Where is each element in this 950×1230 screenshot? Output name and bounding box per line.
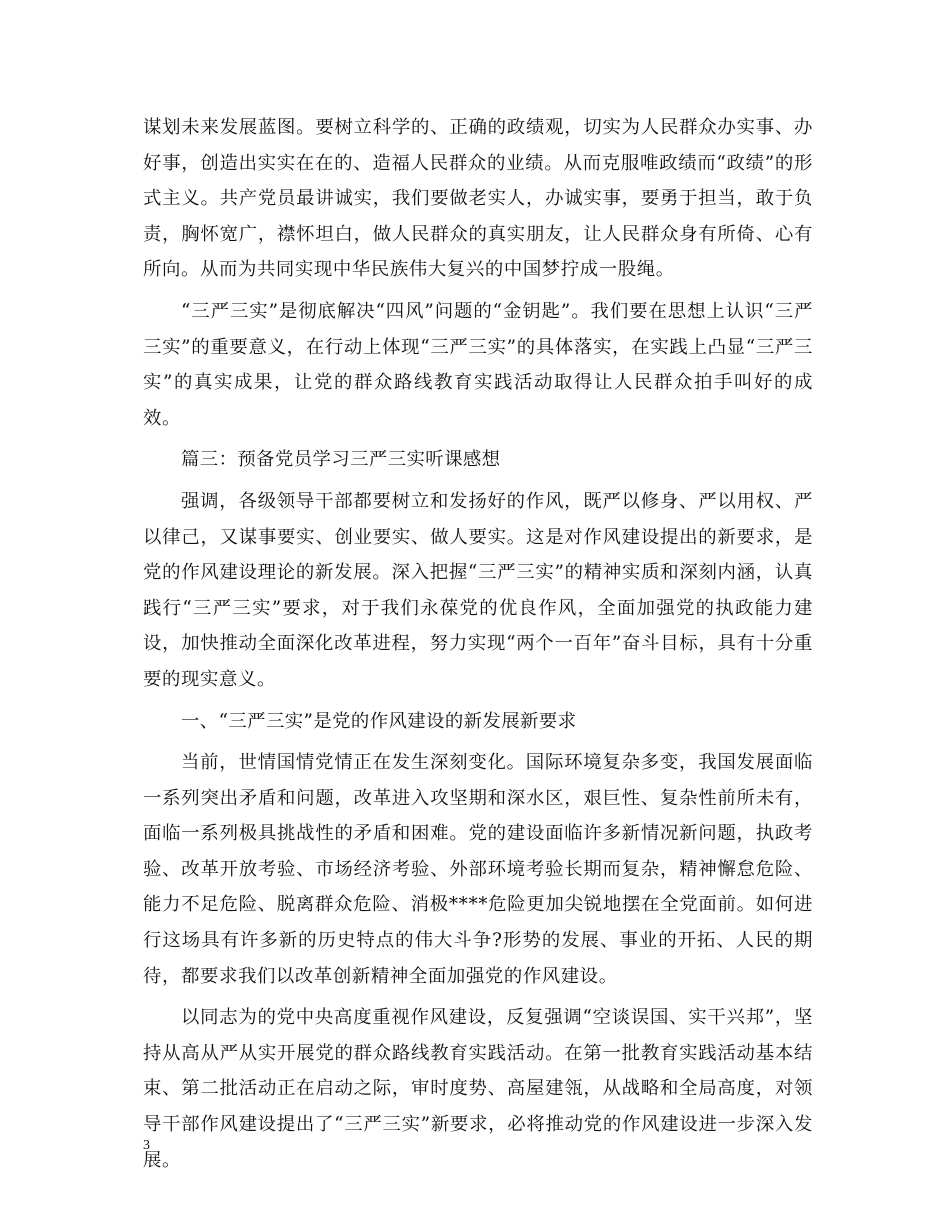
section-title: 篇三：预备党员学习三严三实听课感想	[181, 449, 501, 471]
paragraph-party-central: 以同志为的党中央高度重视作风建设，反复强调“空谈误国、实干兴邦”，坚持从高从严从实开展党的群众路线教育实践活动。在第一批教育实践活动基本结束、第二批活动正在启动之际，审时度势、高屋建瓴，从战略和全局高度，对领导干部作风建设提出了“三严三实”新要求，必将推动党的作风建设进一步深入发展。	[143, 1007, 813, 1171]
paragraph-current-situation: 当前，世情国情党情正在发生深刻变化。国际环境复杂多变，我国发展面临一系列突出矛盾和问题，改革进入攻坚期和深水区，艰巨性、复杂性前所未有，面临一系列极具挑战性的矛盾和困难。党的建设面临许多新情况新问题，执政考验、改革开放考验、市场经济考验、外部环境考验长期而复杂，精神懈怠危险、能力不足危险、脱离群众危险、消极****危险更加尖锐地摆在全党面前。如何进行这场具有许多新的历史特点的伟大斗争?形势的发展、事业的开拓、人民的期待，都要求我们以改革创新精神全面加强党的作风建设。	[143, 752, 813, 987]
paragraph-continuation: 谋划未来发展蓝图。要树立科学的、正确的政绩观，切实为人民群众办实事、办好事，创造出实实在在的、造福人民群众的业绩。从而克服唯政绩而“政绩”的形式主义。共产党员最讲诚实，我们要做老实人，办诚实事，要勇于担当，敢于负责，胸怀宽广，襟怀坦白，做人民群众的真实朋友，让人民群众身有所倚、心有所向。从而为共同实现中华民族伟大复兴的中国梦拧成一股绳。	[143, 117, 813, 281]
document-body	[143, 110, 813, 1184]
subsection-heading: 一、“三严三实”是党的作风建设的新发展新要求	[181, 710, 577, 732]
page-number: 3	[143, 1138, 150, 1153]
paragraph-golden-key: “三严三实”是彻底解决“四风”问题的“金钥匙”。我们要在思想上认识“三严三实”的重要意义，在行动上体现“三严三实”的具体落实，在实践上凸显“三严三实”的真实成果，让党的群众路线教育实践活动取得让人民群众拍手叫好的成效。	[143, 300, 813, 429]
paragraph-emphasis: 强调，各级领导干部都要树立和发扬好的作风，既严以修身、严以用权、严以律己，又谋事要实、创业要实、做人要实。这是对作风建设提出的新要求，是党的作风建设理论的新发展。深入把握“三严三实”的精神实质和深刻内涵，认真践行“三严三实”要求，对于我们永葆党的优良作风，全面加强党的执政能力建设，加快推动全面深化改革进程，努力实现“两个一百年”奋斗目标，具有十分重要的现实意义。	[143, 490, 813, 690]
